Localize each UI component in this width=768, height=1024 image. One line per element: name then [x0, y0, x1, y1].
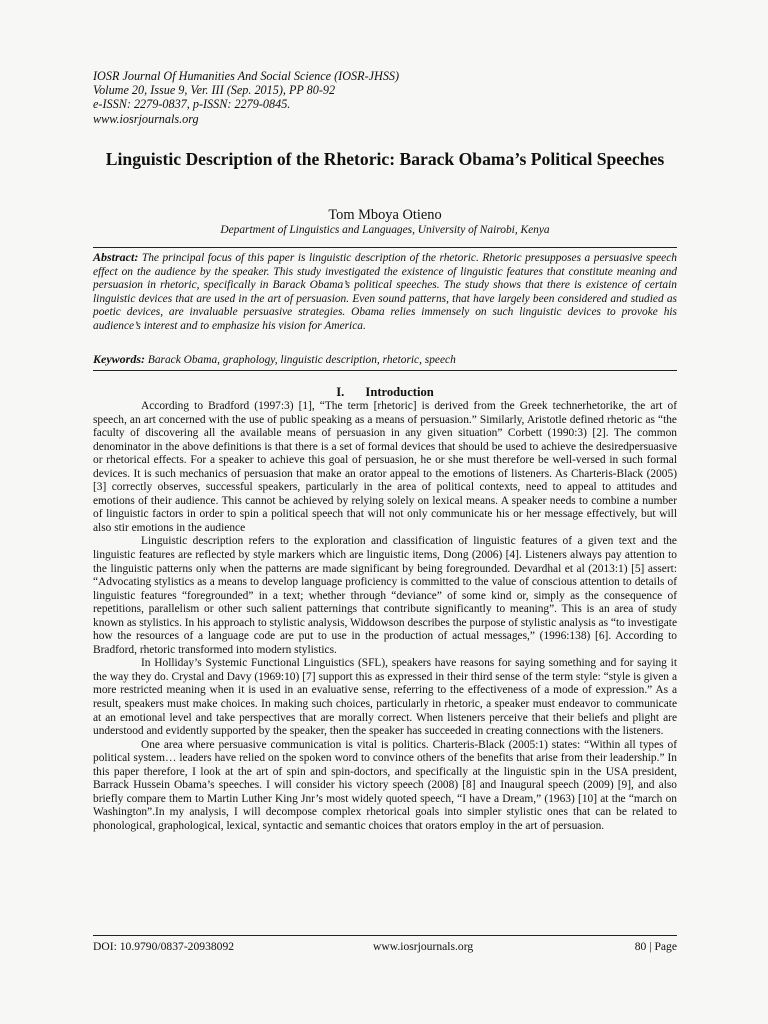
- journal-issn: e-ISSN: 2279-0837, p-ISSN: 2279-0845.: [93, 97, 291, 112]
- paragraph: According to Bradford (1997:3) [1], “The term [rhetoric] is derived from the Greek technerhetorike, the art of speech, an art concerned with the use of public speaking as a means of persuasion.” Similarly, Aristotle defined rhetoric as “the faculty of discovering all the available means of persuasion in any given situation” Corbett (1990:3) [2]. The common denominator in the above definitions is that there is a set of formal devices that should be used to achieve the desiredpersuasive or rhetorical effects. For a speaker to achieve this goal of persuasion, he or she must therefore be well-versed in such formal devices. It is such mechanics of persuasion that make an orator appeal to the emotions of listeners. As Charteris-Black (2005) [3] correctly observes, successful speakers, particularly in the area of political contexts, need to appeal to attitudes and emotions of their audience. This cannot be achieved by relying solely on lexical means. A speaker needs to combine a number of linguistic factors in order to spin a political speech that will not only communicate his or her message effectively, but will also stir emotions in the audience: [93, 400, 677, 534]
- paragraph: One area where persuasive communication is vital is politics. Charteris-Black (2005:1) states: “Within all types of political system… leaders have relied on the spoken word to convince others of the benefits that arise from their leadership.” In this paper therefore, I look at the art of spin and spin-doctors, and specifically at the linguistic spin in the USA president, Barrack Hussein Obama’s speeches. I will consider his victory speech (2008) [8] and Inaugural speech (2009) [9], and also briefly compare them to Martin Luther King Jnr’s most widely quoted speech, “I have a Dream,” (1963) [10] at the “march on Washington”.In my analysis, I will decompose complex rhetorical goals into simpler stylistic ones that can be related to phonological, graphological, lexical, syntactic and semantic choices that orators employ in the art of persuasion.: [93, 738, 677, 832]
- footer-website: www.iosrjournals.org: [373, 940, 474, 953]
- abstract-text: The principal focus of this paper is linguistic description of the rhetoric. Rhetoric presupposes a persuasive speech effect on the audience by the speaker. This study investigated the existence of linguistic features that constitute meaning and persuasion in rhetoric, specifically in Barack Obama’s political speeches. The study shows that there is existence of certain linguistic devices that are used in the art of persuasion. Even sound patterns, that have largely been considered and studied as poetic devices, are invaluable persuasive strategies. Obama relies immensely on such linguistic devices to provoke his audience’s interest and to emphasize his vision for America.: [93, 252, 677, 332]
- journal-website: www.iosrjournals.org: [93, 111, 199, 126]
- divider-middle: [93, 370, 677, 371]
- journal-volume: Volume 20, Issue 9, Ver. III (Sep. 2015), PP 80-92: [93, 83, 336, 98]
- section-title: Introduction: [365, 385, 434, 399]
- abstract: [93, 251, 677, 333]
- journal-header: [93, 69, 693, 126]
- paragraph: Linguistic description refers to the exploration and classification of linguistic features of a given text and the linguistic features are reflected by style markers which are linguistic items, Dong (2006) [4]. Listeners always pay attention to the linguistic patterns only when the patterns are made significant by being foregrounded. Devardhal et al (2013:1) [5] assert: “Advocating stylistics as a means to develop language proficiency is committed to the value of conscious attention to details of linguistic features “foregrounded” in a text; whether through “deviance” of some kind or, simply as the consequence of repetitions, parallelism or other such salient patternings that contribute significantly to meaning”. This is an area of study known as stylistics. In his approach to stylistic analysis, Widdowson describes the purpose of stylistic analysis as “to investigate how the resources of a language code are put to use in the production of actual messages,” (1996:138) [6]. According to Bradford, rhetoric transformed into modern stylistics.: [93, 535, 677, 656]
- author-name: Tom Mboya Otieno: [328, 207, 442, 223]
- footer-doi: DOI: 10.9790/0837-20938092: [93, 940, 235, 953]
- keywords-label: Keywords:: [93, 352, 145, 366]
- paragraph: In Holliday’s Systemic Functional Linguistics (SFL), speakers have reasons for saying something and for saying it the way they do. Crystal and Davy (1969:10) [7] support this as expressed in their third sense of the term style: “style is given a more restricted meaning when it is used in an evaluative sense, referring to the effectiveness of a mode of expression.” As a result, speakers must make choices. In making such choices, particularly in rhetoric, a speaker must endeavor to communicate at an emotional level and take perspectives that are morally correct. When listeners perceive that their beliefs and plight are understood and evidently supported by the speaker, then the speaker has succeeded in creating connections with the listeners.: [93, 657, 677, 738]
- page-footer: [93, 940, 677, 956]
- divider-bottom: [93, 935, 677, 936]
- journal-name: IOSR Journal Of Humanities And Social Science (IOSR-JHSS): [93, 69, 400, 83]
- keywords: [93, 353, 677, 368]
- section-heading: [93, 385, 677, 400]
- paper-title: Linguistic Description of the Rhetoric: Barack Obama’s Political Speeches: [105, 149, 665, 169]
- keywords-text: Barack Obama, graphology, linguistic description, rhetoric, speech: [147, 354, 456, 366]
- author-affiliation: Department of Linguistics and Languages, University of Nairobi, Kenya: [220, 224, 550, 236]
- body-text: [93, 400, 677, 834]
- divider-top: [93, 247, 677, 248]
- footer-page-number: 80 | Page: [634, 940, 677, 953]
- section-number: I.: [336, 385, 345, 399]
- abstract-label: Abstract:: [93, 250, 139, 264]
